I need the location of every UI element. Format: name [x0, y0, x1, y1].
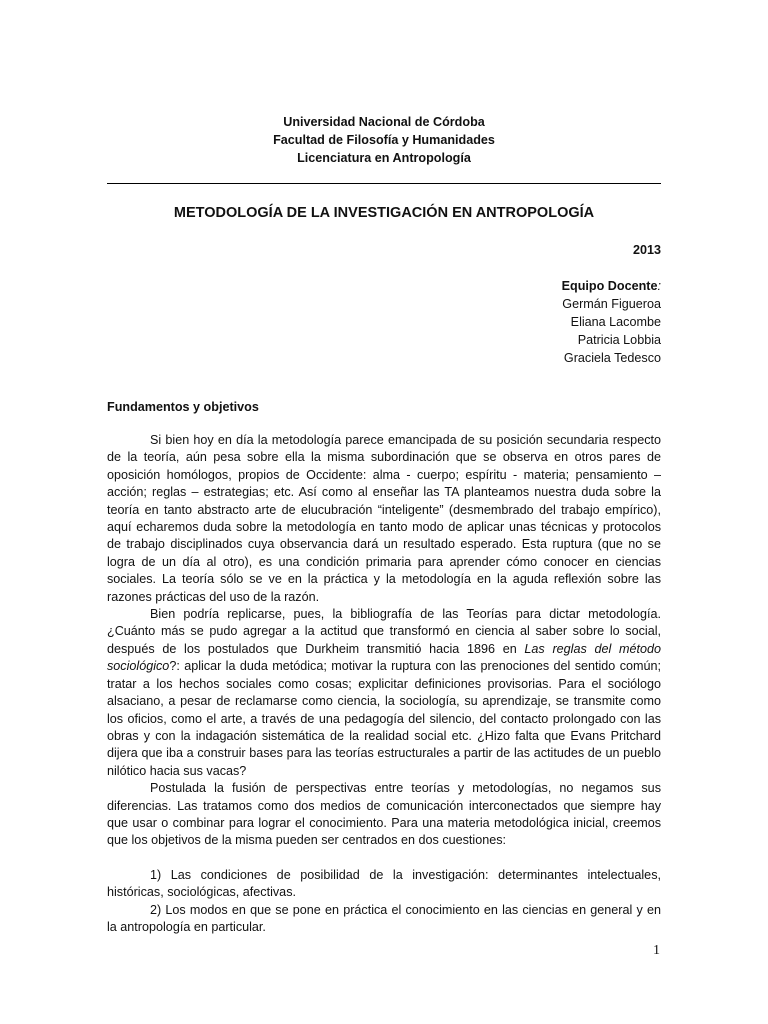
paragraph-2 — [107, 606, 661, 780]
objective-item: 1) Las condiciones de posibilidad de la investigación: determinantes intelectuales, históricas, sociológicas, afectivas. — [107, 867, 661, 900]
teaching-team — [562, 277, 661, 367]
teaching-team-colon: : — [657, 279, 661, 293]
teaching-team-heading — [562, 277, 661, 295]
paragraph-2-text-cont: ?: aplicar la duda metódica; motivar la ruptura con las prenociones del sentido común; tratar a los hechos sociales como cosas; explicitar definiciones provisorias. Para el sociólogo alsaciano, a pesar de reclamarse como ciencia, la sociología, su aprendizaje, se transmite como los oficios, como el arte, a través de una pedagogía del silencio, del contacto prolongado con las obras y con la indagación sistemática de la realidad social etc. ¿Hizo falta que Evans Pritchard dijera que iba a construir bases para las teorías estructurales a partir de las actitudes de un pueblo nilótico hacia sus vacas? — [107, 659, 661, 778]
document-title: METODOLOGÍA DE LA INVESTIGACIÓN EN ANTROPOLOGÍA — [173, 205, 595, 221]
faculty-name: Facultad de Filosofía y Humanidades — [273, 133, 495, 147]
page-number: 1 — [653, 943, 660, 958]
team-member: Patricia Lobbia — [577, 333, 661, 347]
institution-header — [0, 113, 768, 167]
document-year: 2013 — [632, 243, 661, 257]
paragraph-2-text: Bien podría replicarse, pues, la bibliografía de las Teorías para dictar metodología. ¿Cuánto más se pudo agregar a la actitud que transformó en ciencia al saber sobre lo social, después de los postulados que Durkheim transmitió hacia 1896 en — [107, 607, 661, 656]
team-member: Graciela Tedesco — [563, 351, 661, 365]
team-member: Germán Figueroa — [562, 297, 661, 311]
team-member: Eliana Lacombe — [570, 315, 661, 329]
degree-name: Licenciatura en Antropología — [297, 151, 471, 165]
objective-item: 2) Los modos en que se pone en práctica el conocimiento en las ciencias en general y en la antropología en particular. — [107, 902, 661, 934]
header-divider — [107, 183, 661, 184]
paragraph-3: Postulada la fusión de perspectivas entre teorías y metodologías, no negamos sus diferencias. Las tratamos como dos medios de comunicación interconectados que siempre hay que usar o combinar para lograr el conocimiento. Para una materia metodológica inicial, creemos que los objetivos de la misma pueden ser centrados en dos cuestiones: — [107, 781, 661, 848]
body-text — [107, 432, 661, 936]
section-title: Fundamentos y objetivos — [107, 400, 259, 414]
paragraph-1: Si bien hoy en día la metodología parece emancipada de su posición secundaria respecto de la teoría, aún pesa sobre ella la misma subordinación que se observa en otros pares de oposición homólogos, propios de Occidente: alma - cuerpo; espíritu - materia; pensamiento – acción; reglas – estrategias; etc. Así como al enseñar las TA planteamos nuestra duda sobre la teoría en tanto abstracto arte de elucubración “inteligente” (desmembrado del trabajo empírico), aquí echaremos duda sobre la metodología en tanto modo de aplicar unas técnicas y protocolos de trabajo disciplinados cuya observancia dará un resultado esperado. Esta ruptura (que no se logra de un día al otro), es una condición primaria para aprender cómo conocer en ciencias sociales. La teoría sólo se ve en la práctica y la metodología en la aguda reflexión sobre las razones prácticas del uso de la razón. — [107, 433, 661, 604]
teaching-team-label: Equipo Docente — [561, 279, 658, 293]
book-title: Las reglas del método sociológico — [107, 641, 661, 674]
university-name: Universidad Nacional de Córdoba — [283, 115, 485, 129]
paragraph-spacer — [107, 850, 661, 867]
